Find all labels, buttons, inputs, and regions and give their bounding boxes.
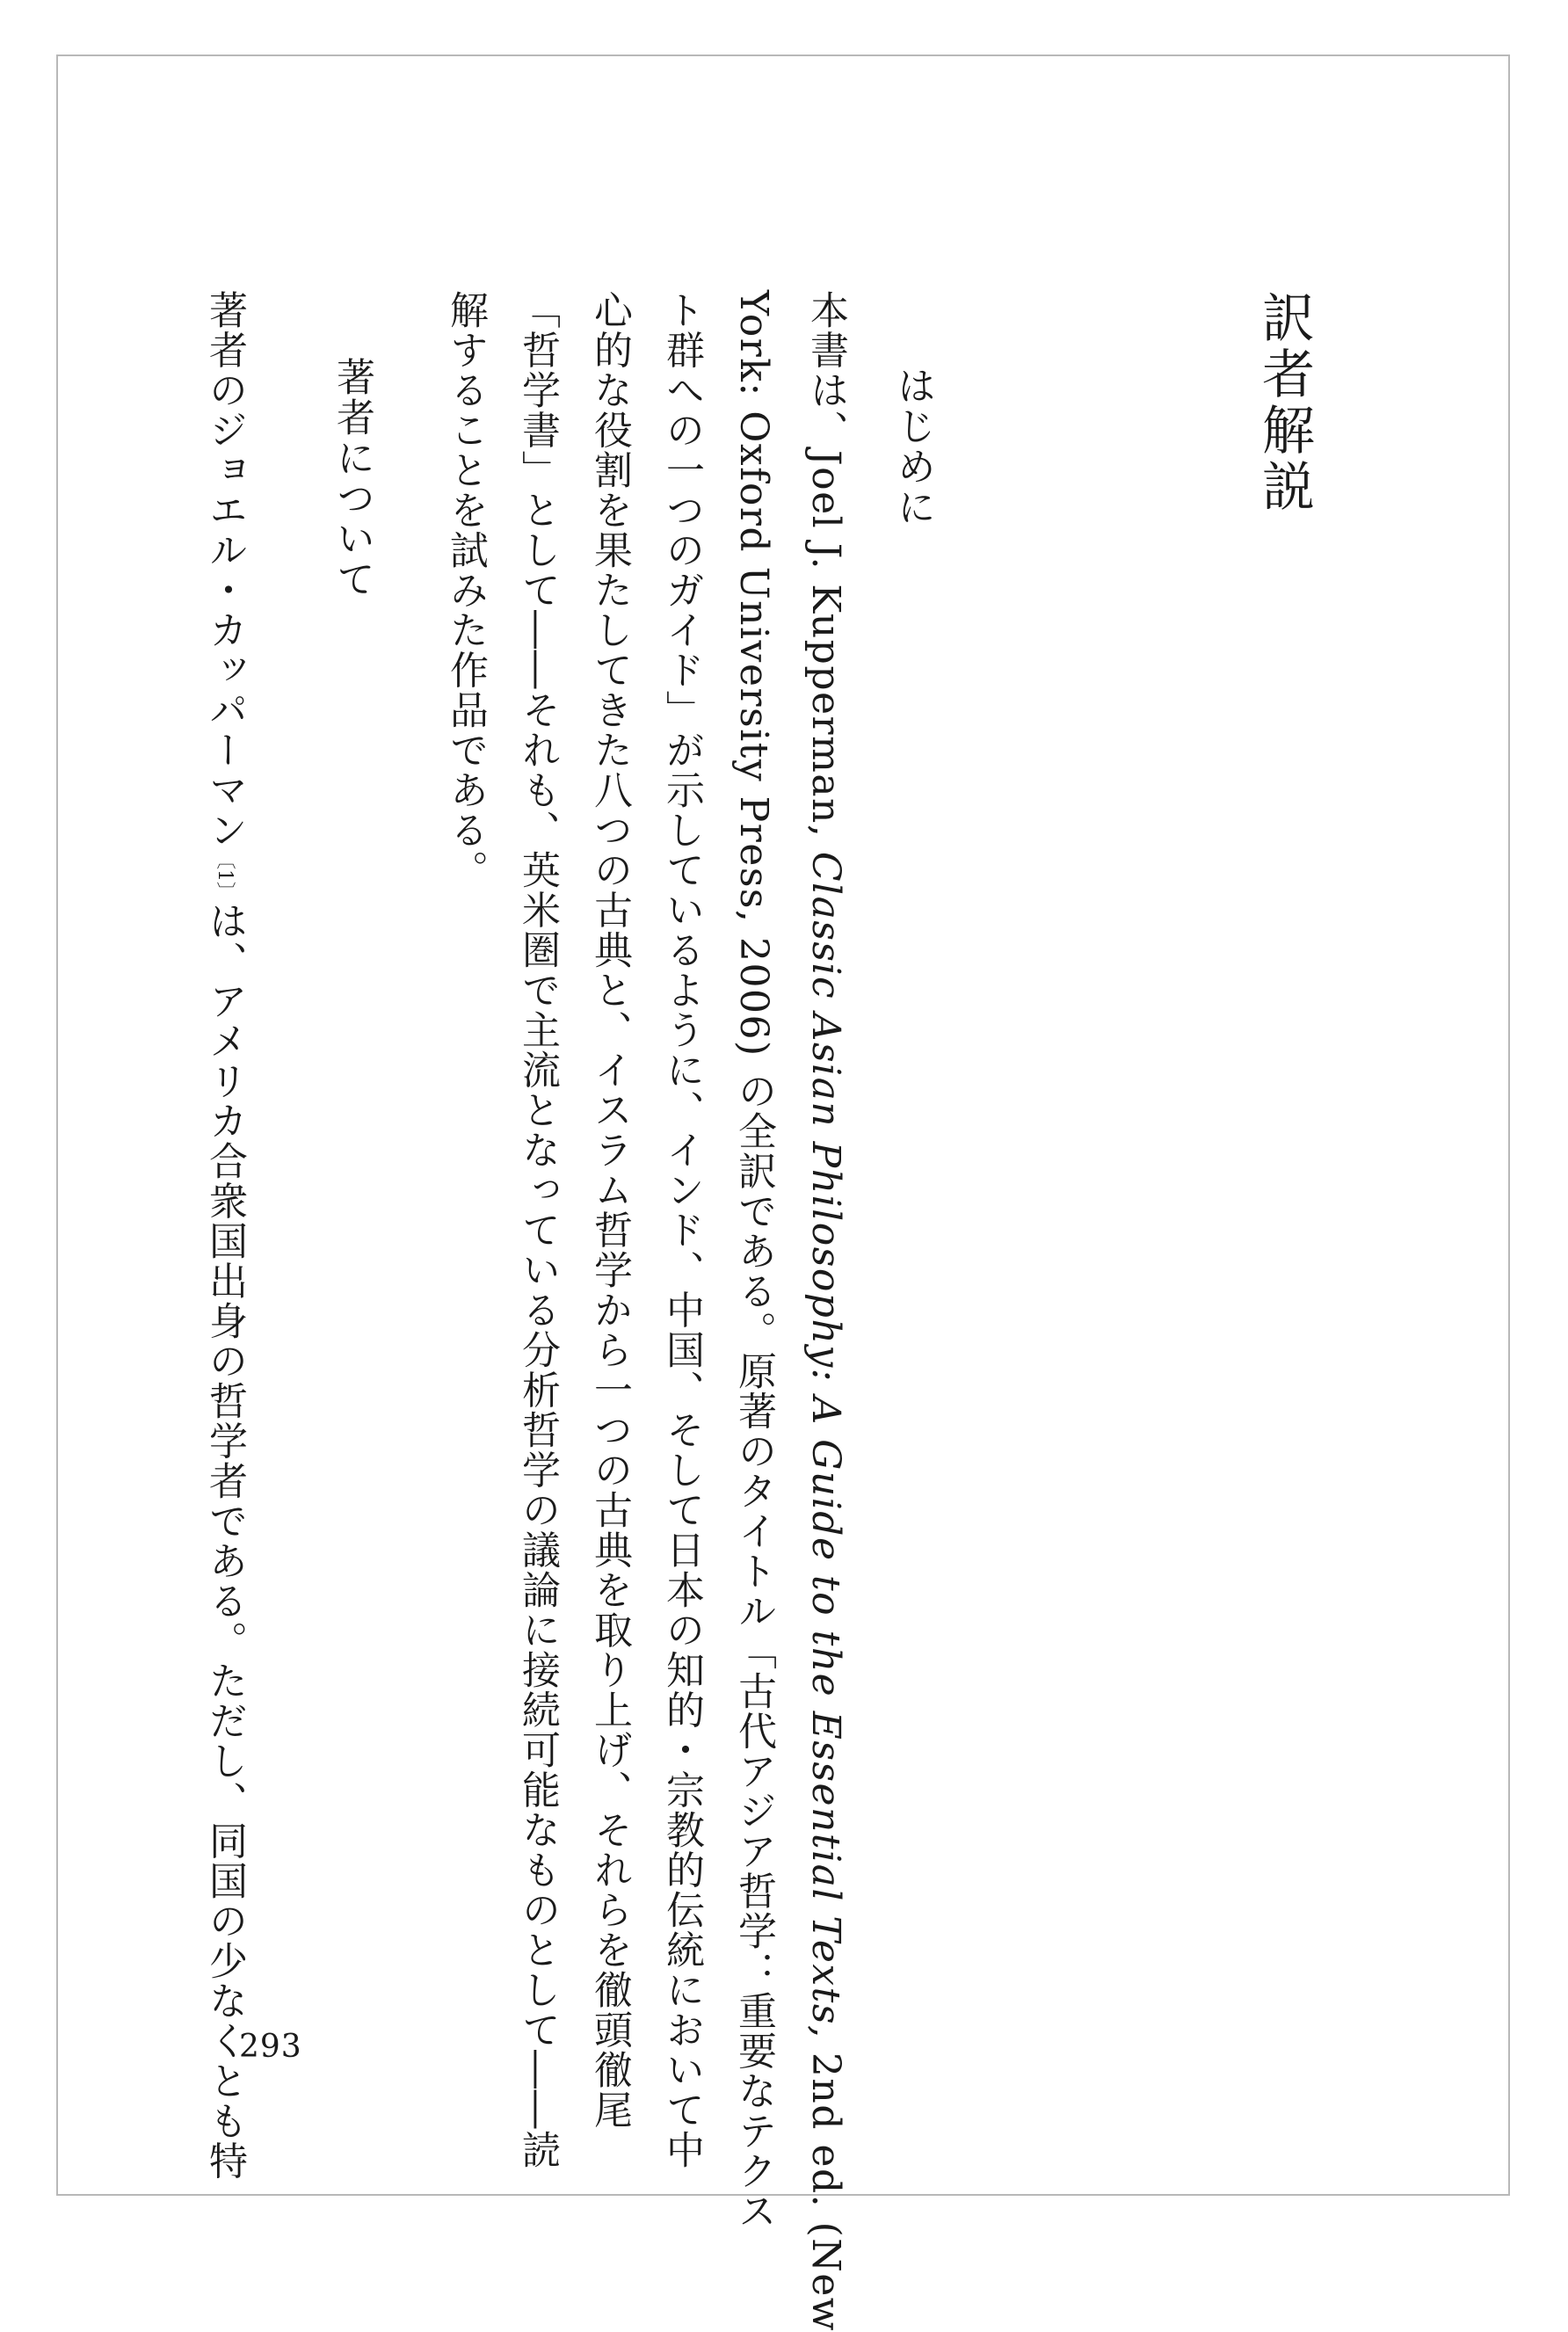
intro-paragraph [429, 290, 861, 2332]
body-text-run: 解することを試みた作品である。 [443, 290, 488, 890]
body-text-run: 2nd ed. (New [803, 2038, 848, 2332]
author-line-after-note: は、アメリカ合衆国出身の哲学者である。ただし、同国の少なくとも特 [202, 901, 247, 2181]
intro-paragraph-line [717, 290, 789, 2231]
page-number: 293 [239, 2029, 302, 2065]
body-text-run: 心的な役割を果たしてきた八つの古典と、イスラム哲学から一つの古典を取り上げ、それらを徹頭徹尾 [587, 290, 632, 2130]
body-text-run: ト群への一つのガイド」が示しているように、インド、中国、そして日本の知的・宗教的伝統において中 [659, 290, 704, 2170]
intro-paragraph-line [501, 290, 573, 2170]
section-heading-author: 著者について [330, 357, 374, 599]
author-line-before-note: 著者のジョエル・カッパーマン [202, 290, 247, 850]
body-text-run: 「哲学書」として――それも、英米圏で主流となっている分析哲学の議論に接続可能なものとして――読 [515, 290, 560, 2170]
book-title-italic: Classic Asian Philosophy: A Guide to the Essential Texts, [803, 851, 848, 2039]
chapter-title: 訳者解説 [1253, 290, 1315, 515]
body-text-run: 本書は、Joel J. Kupperman, [803, 290, 848, 852]
body-text-run: York: Oxford University Press, 2006) の全訳である。原著のタイトル「古代アジア哲学：重要なテクス [731, 290, 776, 2231]
intro-paragraph-line [429, 290, 501, 1969]
author-paragraph-line [188, 290, 260, 2181]
intro-paragraph-line [645, 290, 717, 2170]
author-paragraph [188, 290, 260, 2181]
intro-paragraph-line [573, 290, 645, 2130]
intro-paragraph-line [789, 290, 861, 2332]
section-heading-intro: はじめに [890, 366, 935, 527]
footnote-marker[interactable]: 〔1〕 [214, 850, 236, 901]
